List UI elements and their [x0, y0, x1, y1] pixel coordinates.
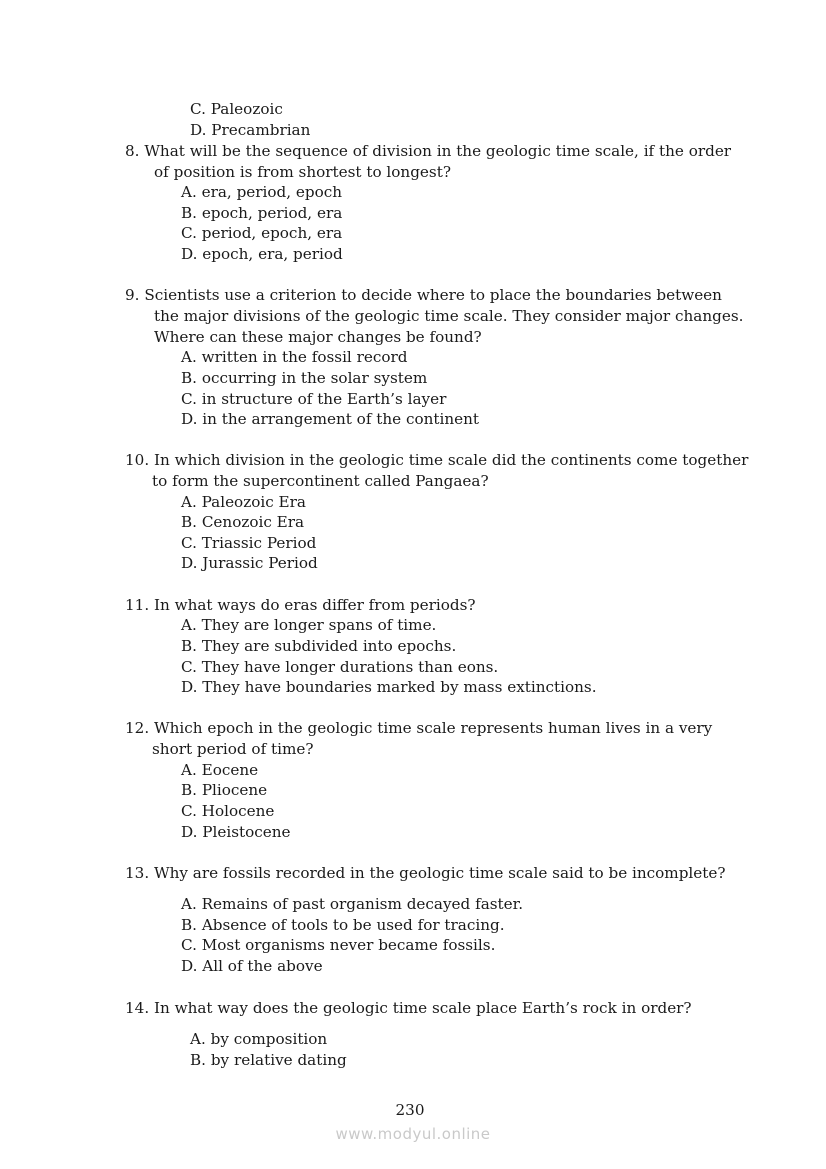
question-13-option-d: D. All of the above — [181, 957, 323, 975]
question-9-option-a: A. written in the fossil record — [181, 348, 408, 366]
page-number: 230 — [395, 1101, 425, 1119]
question-12-text-cont: short period of time? — [152, 740, 314, 758]
question-12-text: 12. Which epoch in the geologic time scale represents human lives in a very — [125, 719, 713, 737]
question-8-option-a: A. era, period, epoch — [181, 183, 343, 201]
question-11-option-d: D. They have boundaries marked by mass extinctions. — [181, 678, 597, 696]
question-12-option-d: D. Pleistocene — [181, 823, 291, 841]
question-11-text: 11. In what ways do eras differ from periods? — [125, 596, 476, 614]
question-12-option-c: C. Holocene — [181, 802, 275, 820]
option-c: C. Paleozoic — [190, 100, 283, 118]
question-9-option-b: B. occurring in the solar system — [181, 369, 428, 387]
question-13-option-c: C. Most organisms never became fossils. — [181, 936, 496, 954]
question-9-text-cont2: Where can these major changes be found? — [154, 328, 482, 346]
question-9-text-cont: the major divisions of the geologic time scale. They consider major changes. — [154, 307, 744, 325]
question-11-option-a: A. They are longer spans of time. — [181, 616, 437, 634]
question-10-option-b: B. Cenozoic Era — [181, 513, 305, 531]
question-10-option-c: C. Triassic Period — [181, 534, 317, 552]
question-12-option-b: B. Pliocene — [181, 781, 268, 799]
question-8-option-b: B. epoch, period, era — [181, 204, 343, 222]
watermark: www.modyul.online — [335, 1125, 491, 1143]
question-8-text: 8. What will be the sequence of division in the geologic time scale, if the order — [125, 142, 732, 160]
question-9-option-d: D. in the arrangement of the continent — [181, 410, 480, 428]
question-14-text: 14. In what way does the geologic time scale place Earth’s rock in order? — [125, 999, 692, 1017]
question-9-option-c: C. in structure of the Earth’s layer — [181, 390, 447, 408]
question-10-option-a: A. Paleozoic Era — [181, 493, 306, 511]
question-11-option-c: C. They have longer durations than eons. — [181, 658, 499, 676]
question-10-text: 10. In which division in the geologic time scale did the continents come together — [125, 451, 749, 469]
question-13-text: 13. Why are fossils recorded in the geologic time scale said to be incomplete? — [125, 864, 726, 882]
question-8-text-cont: of position is from shortest to longest? — [154, 163, 451, 181]
question-12-option-a: A. Eocene — [181, 761, 259, 779]
question-10-option-d: D. Jurassic Period — [181, 554, 318, 572]
question-13-option-a: A. Remains of past organism decayed faster. — [181, 895, 524, 913]
option-d: D. Precambrian — [190, 121, 311, 139]
question-10-text-cont: to form the supercontinent called Pangaea? — [152, 472, 489, 490]
question-14-option-a: A. by composition — [190, 1030, 328, 1048]
question-14-option-b: B. by relative dating — [190, 1051, 347, 1069]
question-11-option-b: B. They are subdivided into epochs. — [181, 637, 457, 655]
question-8-option-d: D. epoch, era, period — [181, 245, 343, 263]
question-8-option-c: C. period, epoch, era — [181, 224, 343, 242]
question-9-text: 9. Scientists use a criterion to decide where to place the boundaries between — [125, 286, 722, 304]
question-13-option-b: B. Absence of tools to be used for tracing. — [181, 916, 505, 934]
